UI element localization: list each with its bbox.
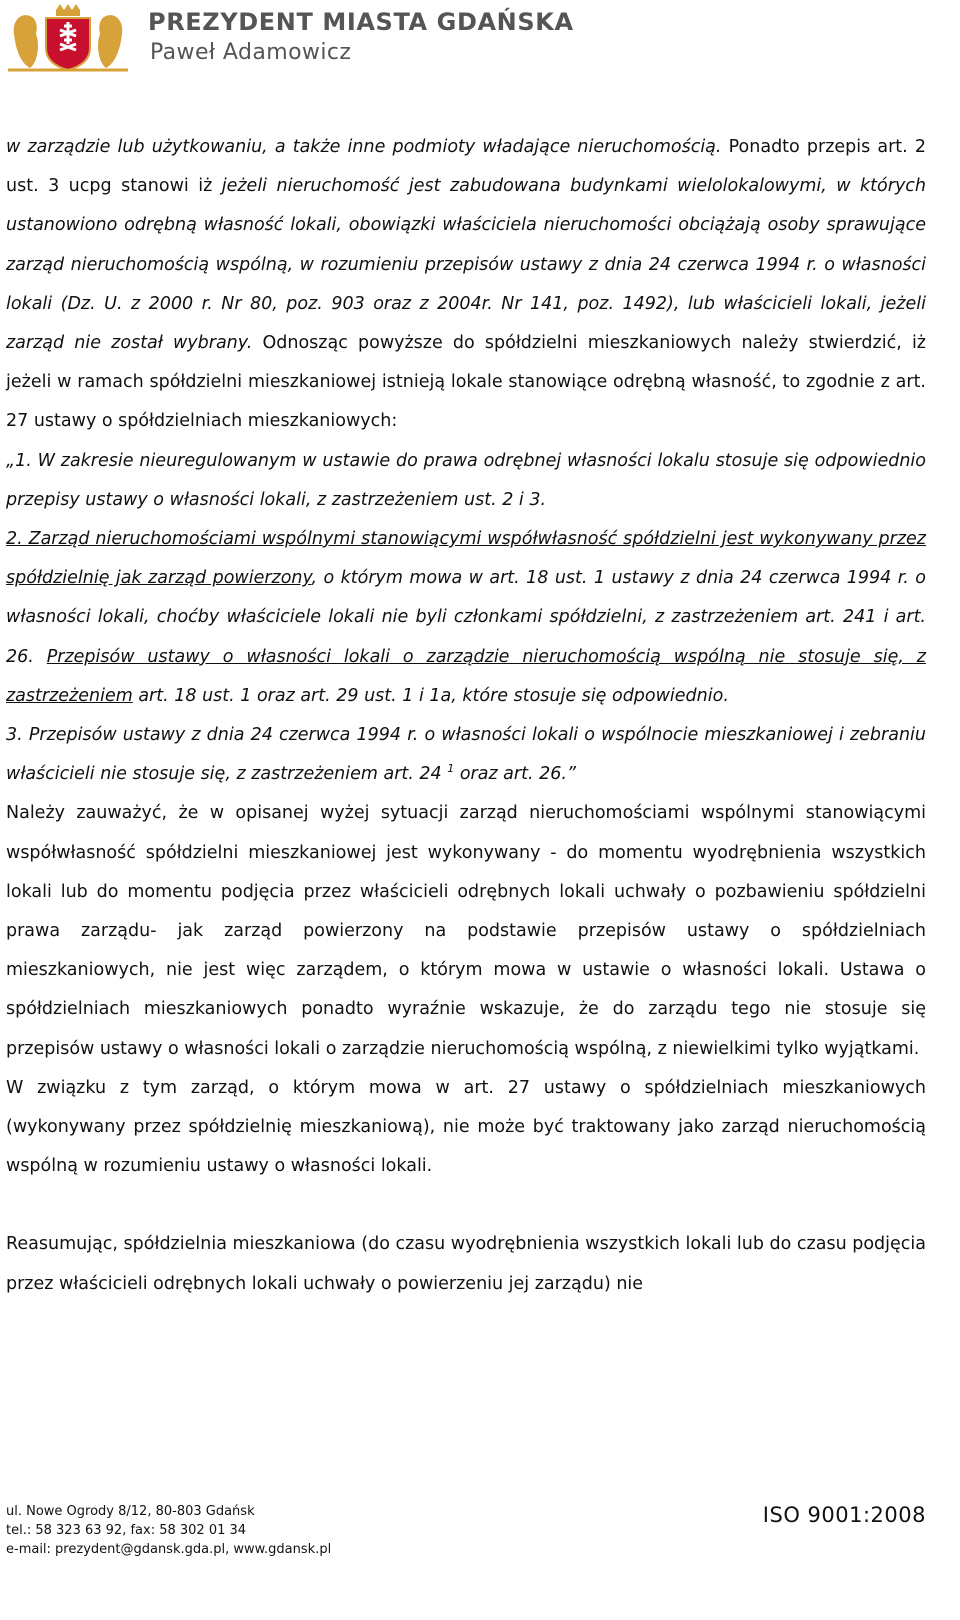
letterhead xyxy=(0,0,960,80)
footer xyxy=(6,1502,926,1559)
letterhead-name: Paweł Adamowicz xyxy=(150,40,352,65)
footer-phone: tel.: 58 323 63 92, fax: 58 302 01 34 xyxy=(6,1523,247,1538)
gdansk-coat-of-arms-logo xyxy=(6,4,130,72)
paragraph: Należy zauważyć, że w opisanej wyżej sytuacji zarząd nieruchomościami wspólnymi stanowiącymi współwłasność spółdzielni mieszkaniowej jest wykonywany - do momentu wyodrębnienia wszystkich lokali lub do momentu podjęcia przez właścicieli odrębnych lokali uchwały o pozbawieniu spółdzielni prawa zarządu- jak zarząd powierzony na podstawie przepisów ustawy o spółdzielniach mieszkaniowych, nie jest więc zarządem, o którym mowa w ustawie o własności lokali. Ustawa o spółdzielniach mieszkaniowych ponadto wyraźnie wskazuje, że do zarządu tego nie stosuje się przepisów ustawy o własności lokali o zarządzie nieruchomością wspólną, z niewielkimi tylko wyjątkami. xyxy=(6,803,926,1059)
legal-quote: jeżeli nieruchomość jest zabudowana budynkami wielolokalowymi, w których ustanowiono odrębną własność lokali, obowiązki właściciela nieruchomości obciążają osoby sprawujące zarząd nieruchomością wspólną, w rozumieniu przepisów ustawy z dnia 24 czerwca 1994 r. o własności lokali (Dz. U. z 2000 r. Nr 80, poz. 903 oraz z 2004r. Nr 141, poz. 1492), lub właścicieli lokali, jeżeli zarząd nie został wybrany. xyxy=(6,176,927,354)
paragraph xyxy=(6,128,926,442)
text-run: , o którym mowa w art. 18 ust. 1 ustawy z dnia 24 czerwca 1994 r. o własności lokali, choćby właściciele lokali nie byli członkami spółdzielni, z zastrzeżeniem art. 241 i art. 26. xyxy=(6,568,926,667)
footer-email: e-mail: prezydent@gdansk.gda.pl, www.gdansk.pl xyxy=(6,1542,332,1557)
text-run: Ponadto przepis art. 2 ust. 3 ucpg stanowi iż xyxy=(6,137,927,197)
underlined-text: Przepisów ustawy o własności lokali o zarządzie nieruchomością wspólną nie stosuje się, z zastrzeżeniem xyxy=(6,646,926,706)
quoted-article-point-1: „1. W zakresie nieuregulowanym w ustawie do prawa odrębnej własności lokalu stosuje się odpowiednio przepisy ustawy o własności lokali, z zastrzeżeniem ust. 2 i 3. xyxy=(6,450,926,510)
paragraph: W związku z tym zarząd, o którym mowa w art. 27 ustawy o spółdzielniach mieszkaniowych (wykonywany przez spółdzielnię mieszkaniową), nie może być traktowany jako zarząd nieruchomością wspólną w rozumieniu ustawy o własności lokali. xyxy=(6,1077,926,1177)
quoted-article-point-2 xyxy=(6,520,926,716)
underlined-text: 2. Zarząd nieruchomościami wspólnymi stanowiącymi współwłasność spółdzielni jest wykonywany przez spółdzielnię jak zarząd powierzony xyxy=(6,529,926,589)
text-run: Odnosząc powyższe do spółdzielni mieszkaniowych należy stwierdzić, iż jeżeli w ramach spółdzielni mieszkaniowej istnieją lokale stanowiące odrębną własność, to zgodnie z art. 27 ustawy o spółdzielniach mieszkaniowych: xyxy=(6,333,926,432)
letterhead-title: PREZYDENT MIASTA GDAŃSKA xyxy=(148,8,574,36)
document-body xyxy=(6,128,926,1304)
legal-quote: w zarządzie lub użytkowaniu, a także inne podmioty władające nieruchomością. xyxy=(6,137,722,157)
paragraph-gap xyxy=(6,1186,926,1225)
paragraph: Reasumując, spółdzielnia mieszkaniowa (do czasu wyodrębnienia wszystkich lokali lub do czasu podjęcia przez właścicieli odrębnych lokali uchwały o powierzeniu jej zarządu) nie xyxy=(6,1234,926,1294)
superscript: 1 xyxy=(447,762,455,776)
iso-certification: ISO 9001:2008 xyxy=(762,1503,926,1527)
footer-address: ul. Nowe Ogrody 8/12, 80-803 Gdańsk xyxy=(6,1504,255,1519)
text-run: oraz art. 26.” xyxy=(454,764,576,785)
text-run: 3. Przepisów ustawy z dnia 24 czerwca 1994 r. o własności lokali o wspólnocie mieszkaniowej i zebraniu właścicieli nie stosuje się, z zastrzeżeniem art. 24 xyxy=(6,725,926,785)
quoted-article-point-3 xyxy=(6,716,926,794)
text-run: art. 18 ust. 1 oraz art. 29 ust. 1 i 1a, które stosuje się odpowiednio. xyxy=(132,685,729,706)
